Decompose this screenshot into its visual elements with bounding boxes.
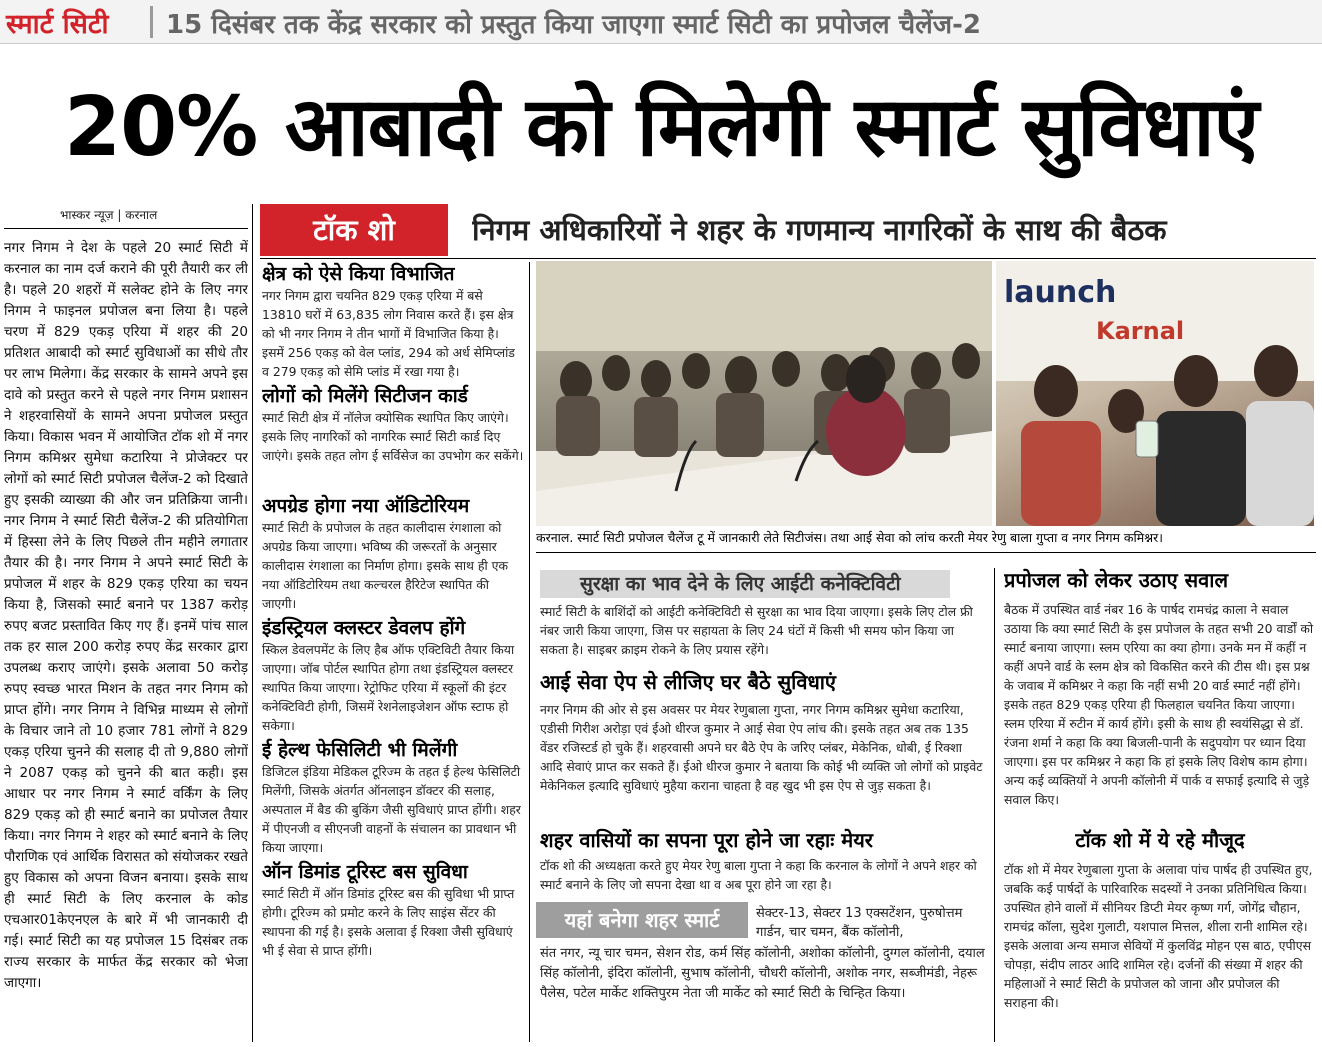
column-rule-mid: [529, 262, 530, 1042]
main-headline: 20% आबादी को मिलेगी स्मार्ट सुविधाएं: [64, 80, 1258, 175]
section-title: लोगों को मिलेंगे सिटीजन कार्ड: [262, 385, 468, 407]
section-text: स्मार्ट सिटी के प्रपोजल के तहत कालीदास रंगशाला को अपग्रेड किया जाएगा। भविष्य की जरूरतों के अनुसार कालीदास रंगशाला का निर्माण होगा। इसके साथ ही एक नया ऑडिटोरियम तथा कल्चरल हैरिटेज स्थापित की जाएगी।: [262, 520, 508, 611]
section-text: नगर निगम द्वारा चयनित 829 एकड़ एरिया में बसे 13810 घरों में 63,835 लोग निवास करते हैं। इस क्षेत्र को भी नगर निगम ने तीन भागों में विभाजित किया है। इसमें 256 एकड़ को वेल प्लांड, 294 को अर्ध सेमिप्लांड व 279 एकड़ को सेमि प्लांड में रखा गया है।: [262, 288, 515, 379]
proposal-text: बैठक में उपस्थित वार्ड नंबर 16 के पार्षद रामचंद्र काला ने सवाल उठाया कि क्या स्मार्ट सिटी के इस प्रपोजल के तहत सभी 20 वार्डों को स्मार्ट बनाया जाएगा। स्लम एरिया का क्या होगा। उनके मन में कहीं न कहीं अपने वार्ड के स्लम क्षेत्र को विकसित करने की टीस थी। इस प्रश्न के जवाब में कमिश्नर ने कहा कि नहीं सभी 20 वार्ड स्मार्ट नहीं होंगे। इसके तहत 829 एकड़ एरिया ही फिलहाल चयनित किया जाएगा। स्लम एरिया में रुटीन में कार्य होंगे। इसी के साथ ही स्वयंसिद्धा से डॉ. रंजना शर्मा ने कहा कि क्या बिजली-पानी के सदुपयोग पर ध्यान दिया जाएगा। इस पर कमिश्नर ने कहा कि हां इसके लिए विशेष काम होगा। अन्य कई व्यक्तियों ने अपनी कॉलोनी में पार्क व सफाई इत्यादि से जुड़े सवाल किए।: [1004, 602, 1314, 807]
suraksha-text: स्मार्ट सिटी के बाशिंदों को आईटी कनेक्टिविटी से सुरक्षा का भाव दिया जाएगा। इसके लिए टोल फ्री नंबर जारी किया जाएगा, जिस पर सहायता के लिए 24 घंटों में किसी भी समय फोन किया जा सकता है। साइबर क्राइम रोकने के लिए प्रयास रहेंगे।: [540, 604, 973, 657]
karnal-banner-text: Karnal: [1096, 317, 1185, 345]
talk-show-tag: टॉक शो: [260, 204, 448, 256]
launch-banner-text: launch: [1004, 275, 1117, 310]
yahan-text-below: संत नगर, न्यू चार चमन, सेशन रोड, कर्म सिंह कॉलोनी, अशोका कॉलोनी, दुग्गल कॉलोनी, दयाल सिंह कॉलोनी, इंदिरा कॉलोनी, सुभाष कॉलोनी, चौधरी कॉलोनी, अशोक नगर, सब्जीमंडी, नेहरू पैलेस, पटेल मार्केट शक्तिपुरम नेता जी मार्केट को स्मार्ट सिटी के चिन्हित किया।: [540, 946, 985, 1001]
yahan-text-right: सेक्टर-13, सेक्टर 13 एक्सटेंशन, पुरुषोत्तम गार्डन, चार चमन, बैंक कॉलोनी,: [756, 906, 963, 940]
section-text: स्मार्ट सिटी में ऑन डिमांड टूरिस्ट बस की सुविधा भी प्राप्त होगी। टूरिज्म को प्रमोट करने के लिए साइंस सेंटर की स्थापना की गई है। इसके अलावा ई रिक्शा जैसी सुविधाएं भी ई सेवा से प्राप्त होंगी।: [262, 886, 515, 958]
kicker-divider: [150, 6, 153, 38]
byline: भास्कर न्यूज़ | करनाल: [60, 208, 158, 222]
meeting-photo: [536, 261, 992, 526]
section-text: डिजिटल इंडिया मेडिकल टूरिज्म के तहत ई हेल्थ फेसिलिटी मिलेंगी, जिसके अंतर्गत ऑनलाइन डॉक्टर की सलाह, अस्पताल में बैड की बुकिंग जैसी सुविधाएं प्राप्त होंगी। शहर में पीएनजी व सीएनजी वाहनों के संचालन का प्रावधान भी किया जाएगा।: [262, 764, 521, 855]
present-text: टॉक शो में मेयर रेणुबाला गुप्ता के अलावा पांच पार्षद ही उपस्थित हुए, जबकि कई पार्षदों के पारिवारिक सदस्यों ने उनका प्रतिनिधित्व किया। उपस्थित होने वालों में सीनियर डिप्टी मेयर कृष्ण गर्ग, जोगेंद्र चौहान, रामचंद्र कॉला, सुदेश गुलाटी, यशपाल मित्तल, शीला रानी शामिल रहे। इसके अलावा अन्य समाज सेवियों में कुलविंद्र मोहन एस बाठ, एपीएस चोपड़ा, संदीप लाठर आदि शामिल रहे। दर्जनों की संख्या में शहर की महिलाओं ने स्मार्ट सिटी के प्रपोजल को जाना और प्रपोजल की सराहना की।: [1004, 862, 1313, 1010]
mayor-text: टॉक शो की अध्यक्षता करते हुए मेयर रेणु बाला गुप्ता ने कहा कि करनाल के लोगों ने अपने शहर को स्मार्ट बनाने के लिए जो सपना देखा था व अब पूरा होने जा रहा है।: [540, 858, 977, 892]
section-text: स्मार्ट सिटी क्षेत्र में नॉलेज क्योसिक स्थापित किए जाएंगे। इसके लिए नागरिकों को नागरिक स्मार्ट सिटी कार्ड दिए जाएंगे। इसके तहत लोग ई सर्विसेज का उपभोग कर सकेंगे।: [262, 410, 524, 463]
caption-rule: [536, 552, 1316, 553]
left-column-body: नगर निगम ने देश के पहले 20 स्मार्ट सिटी में करनाल का नाम दर्ज कराने की पूरी तैयारी कर ली है। पहले 20 शहरों में सलेक्ट होने के लिए नगर निगम ने फाइनल प्रपोजल बना लिया है। पहले चरण में 829 एकड़ एरिया में शहर की 20 प्रतिशत आबादी को स्मार्ट सुविधाओं का सीधे तौर पर लाभ मिलेगा। केंद्र सरकार के सामने अपने इस दावे को प्रस्तुत करने से पहले नगर निगम प्रशासन ने शहरवासियों के सामने अपना प्रपोजल प्रस्तुत किया। विकास भवन में आयोजित टॉक शो में नगर निगम कमिश्नर सुमेधा कटारिया ने प्रोजेक्टर पर लोगों को स्मार्ट सिटी प्रपोजल चैलेंज-2 को दिखाते हुए इसकी व्याख्या की और जन प्रतिक्रिया जानी। नगर निगम ने स्मार्ट सिटी चैलेंज-2 की प्रतियोगिता में हिस्सा लेने के लिए पिछले तीन महीने लगातार तैयार की है। नगर निगम ने अपने स्मार्ट सिटी के प्रपोजल में शहर के 829 एकड़ एरिया का चयन किया है, जिसको स्मार्ट बनाने पर 1387 करोड़ रुपए बजट प्रस्तावित किए गए हैं। इनमें पांच साल तक हर साल 200 करोड़ रुपए केंद्र सरकार द्वारा उपलब्ध कराए जाएंगे। इसके अलावा 50 करोड़ रुपए स्वच्छ भारत मिशन के तहत नगर निगम को प्राप्त होंगे। नगर निगम ने विभिन्न माध्यम से लोगों के विचार जाने तो 10 हजार 781 लोगों ने 829 एकड़ एरिया चुनने की सलाह दी तो 9,880 लोगों ने 2087 एकड़ को चुनने की बात कही। इस आधार पर नगर निगम ने स्मार्ट वर्किंग के लिए 829 एकड़ को ही स्मार्ट बनाने का प्रपोजल तैयार किया। नगर निगम ने शहर को स्मार्ट बनाने के लिए पौराणिक एवं आर्थिक विरासत को संयोजकर रखते हुए विकास को अपना विजन बनाया। इसके साथ ही स्मार्ट सिटी के लिए करनाल के कोड एचआर01केएनएल के बारे में भी जानकारी दी गई। स्मार्ट सिटी का यह प्रपोजल 15 दिसंबर तक राज्य सरकार के मार्फत केंद्र सरकार को भेजा जाएगा।: [4, 240, 248, 991]
talk-show-subhead: निगम अधिकारियों ने शहर के गणमान्य नागरिकों के साथ की बैठक: [472, 213, 1167, 247]
middle-column: [262, 262, 524, 1042]
iseva-title: आई सेवा ऐप से लीजिए घर बैठे सुविधाएं: [540, 670, 836, 694]
kicker-title: 15 दिसंबर तक केंद्र सरकार को प्रस्तुत किया जाएगा स्मार्ट सिटी का प्रपोजल चैलेंज-2: [166, 10, 981, 40]
launch-photo: [996, 261, 1314, 526]
section-brand: स्मार्ट सिटी: [6, 9, 109, 40]
section-title: अपग्रेड होगा नया ऑडिटोरियम: [262, 495, 470, 517]
suraksha-title: सुरक्षा का भाव देने के लिए आईटी कनेक्टिविटी: [540, 570, 950, 598]
photo-caption: करनाल. स्मार्ट सिटी प्रपोजल चैलेंज टू में जानकारी लेते सिटीजंस। तथा आई सेवा को लांच करती मेयर रेणु बाला गुप्ता व नगर निगम कमिश्नर।: [536, 530, 1163, 545]
column-rule-right: [994, 568, 995, 1042]
mayor-title: शहर वासियों का सपना पूरा होने जा रहाः मेयर: [540, 828, 873, 852]
section-title: ऑन डिमांड टूरिस्ट बस सुविधा: [262, 861, 468, 883]
meeting-photo-image: [536, 261, 992, 526]
proposal-title: प्रपोजल को लेकर उठाए सवाल: [1004, 568, 1229, 592]
subhead-rule: [260, 258, 1316, 259]
present-title: टॉक शो में ये रहे मौजूद: [1075, 828, 1245, 852]
section-text: स्किल डेवलपमेंट के लिए हैब ऑफ एक्टिविटी तैयार किया जाएगा। जॉब पोर्टल स्थापित होगा तथा इंडस्ट्रियल क्लस्टर स्थापित किया जाएगा। रेट्रोफिट एरिया में स्कूलों की इंटर कनेक्टिविटी होगी, जिसमें रेशनेलाइजेशन ऑफ स्टाफ हो सकेगा।: [262, 642, 515, 733]
kicker-strip: [0, 0, 1322, 44]
column-rule-left: [252, 204, 253, 1042]
iseva-text: नगर निगम की ओर से इस अवसर पर मेयर रेणुबाला गुप्ता, नगर निगम कमिश्नर सुमेधा कटारिया, एडीसी गिरीश अरोड़ा एवं ईओ धीरज कुमार ने आई सेवा ऐप लांच की। इसके तहत अब तक 135 वेंडर रजिस्टर्ड हो चुके हैं। शहरवासी अपने घर बैठे ऐप के जरिए प्लंबर, मेकेनिक, धोबी, ई रिक्शा आदि सेवाएं प्राप्त कर सकते हैं। ईओ धीरज कुमार ने बताया कि कोई भी व्यक्ति जो लोगों को प्राइवेट मेकेनिकल इत्यादि सुविधाएं मुहैया कराना चाहता है वह खुद भी इस ऐप से जुड़ सकता है।: [540, 702, 983, 793]
byline-rule: [4, 228, 248, 229]
section-title: इंडस्ट्रियल क्लस्टर डेवलप होंगे: [262, 617, 466, 639]
yahan-tag: यहां बनेगा शहर स्मार्ट: [536, 902, 748, 938]
section-title: ई हेल्थ फेसिलिटी भी मिलेंगी: [262, 739, 458, 761]
section-title: क्षेत्र को ऐसे किया विभाजित: [262, 263, 455, 285]
